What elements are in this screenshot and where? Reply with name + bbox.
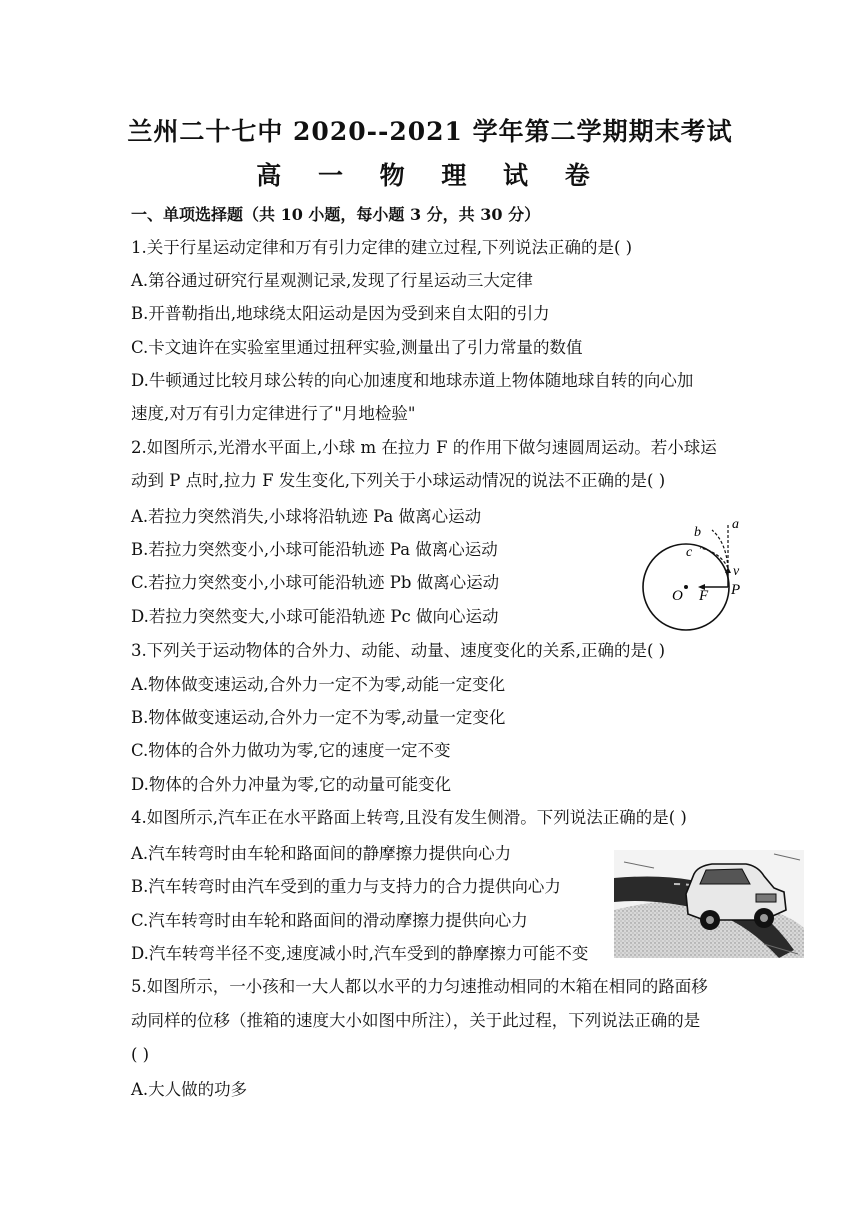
q1-option-d-line1: D.牛顿通过比较月球公转的向心加速度和地球赤道上物体随地球自转的向心加 xyxy=(131,371,694,390)
q2-option-d: D.若拉力突然变大,小球可能沿轨迹 Pc 做向心运动 xyxy=(131,607,499,626)
label-c: c xyxy=(686,545,693,560)
q5-stem-line1: 5.如图所示，一小孩和一大人都以水平的力匀速推动相同的木箱在相同的路面移 xyxy=(131,977,708,996)
q5-stem-line3: ( ) xyxy=(131,1045,150,1064)
q2-option-b: B.若拉力突然变小,小球可能沿轨迹 Pa 做离心运动 xyxy=(131,540,498,559)
q3-option-a: A.物体做变速运动,合外力一定不为零,动能一定变化 xyxy=(131,675,506,694)
q1-option-b: B.开普勒指出,地球绕太阳运动是因为受到来自太阳的引力 xyxy=(131,304,550,323)
circular-motion-figure xyxy=(636,512,781,632)
q4-option-a: A.汽车转弯时由车轮和路面间的静摩擦力提供向心力 xyxy=(131,844,512,863)
label-o: O xyxy=(672,588,683,604)
q3-option-b: B.物体做变速运动,合外力一定不为零,动量一定变化 xyxy=(131,708,506,727)
q3-option-c: C.物体的合外力做功为零,它的速度一定不变 xyxy=(131,741,451,760)
label-b: b xyxy=(694,525,701,540)
q1-stem: 1.关于行星运动定律和万有引力定律的建立过程,下列说法正确的是( ) xyxy=(131,238,633,257)
label-v: v xyxy=(733,564,740,579)
q2-stem-line1: 2.如图所示,光滑水平面上,小球 m 在拉力 F 的作用下做匀速圆周运动。若小球运 xyxy=(131,438,717,457)
car-turning-image xyxy=(614,850,804,958)
section-heading: 一、单项选择题（共 10 小题，每小题 3 分，共 30 分） xyxy=(131,205,541,224)
q3-option-d: D.物体的合外力冲量为零,它的动量可能变化 xyxy=(131,775,452,794)
q1-option-c: C.卡文迪许在实验室里通过扭秤实验,测量出了引力常量的数值 xyxy=(131,338,583,357)
q2-stem-line2: 动到 P 点时,拉力 F 发生变化,下列关于小球运动情况的说法不正确的是( ) xyxy=(131,471,666,490)
q4-option-b: B.汽车转弯时由汽车受到的重力与支持力的合力提供向心力 xyxy=(131,877,561,896)
q2-option-c: C.若拉力突然变小,小球可能沿轨迹 Pb 做离心运动 xyxy=(131,573,500,592)
q5-option-a: A.大人做的功多 xyxy=(131,1080,248,1099)
q2-option-a: A.若拉力突然消失,小球将沿轨迹 Pa 做离心运动 xyxy=(131,507,482,526)
q4-stem: 4.如图所示,汽车正在水平路面上转弯,且没有发生侧滑。下列说法正确的是( ) xyxy=(131,808,687,827)
q4-option-d: D.汽车转弯半径不变,速度减小时,汽车受到的静摩擦力可能不变 xyxy=(131,944,589,963)
trajectory-b xyxy=(712,530,728,568)
center-point-o xyxy=(684,585,688,589)
label-f: F xyxy=(699,588,709,604)
page-subtitle: 高 一 物 理 试 卷 xyxy=(256,161,604,190)
q1-option-a: A.第谷通过研究行星观测记录,发现了行星运动三大定律 xyxy=(131,271,533,290)
q3-stem: 3.下列关于运动物体的合外力、动能、动量、速度变化的关系,正确的是( ) xyxy=(131,641,666,660)
label-a: a xyxy=(732,517,739,532)
page-title: 兰州二十七中 2020--2021 学年第二学期期末考试 xyxy=(127,117,733,146)
label-p: P xyxy=(731,582,741,598)
q5-stem-line2: 动同样的位移（推箱的速度大小如图中所注），关于此过程，下列说法正确的是 xyxy=(131,1011,701,1030)
q4-option-c: C.汽车转弯时由车轮和路面间的滑动摩擦力提供向心力 xyxy=(131,911,528,930)
q1-option-d-line2: 速度,对万有引力定律进行了"月地检验" xyxy=(131,404,416,423)
